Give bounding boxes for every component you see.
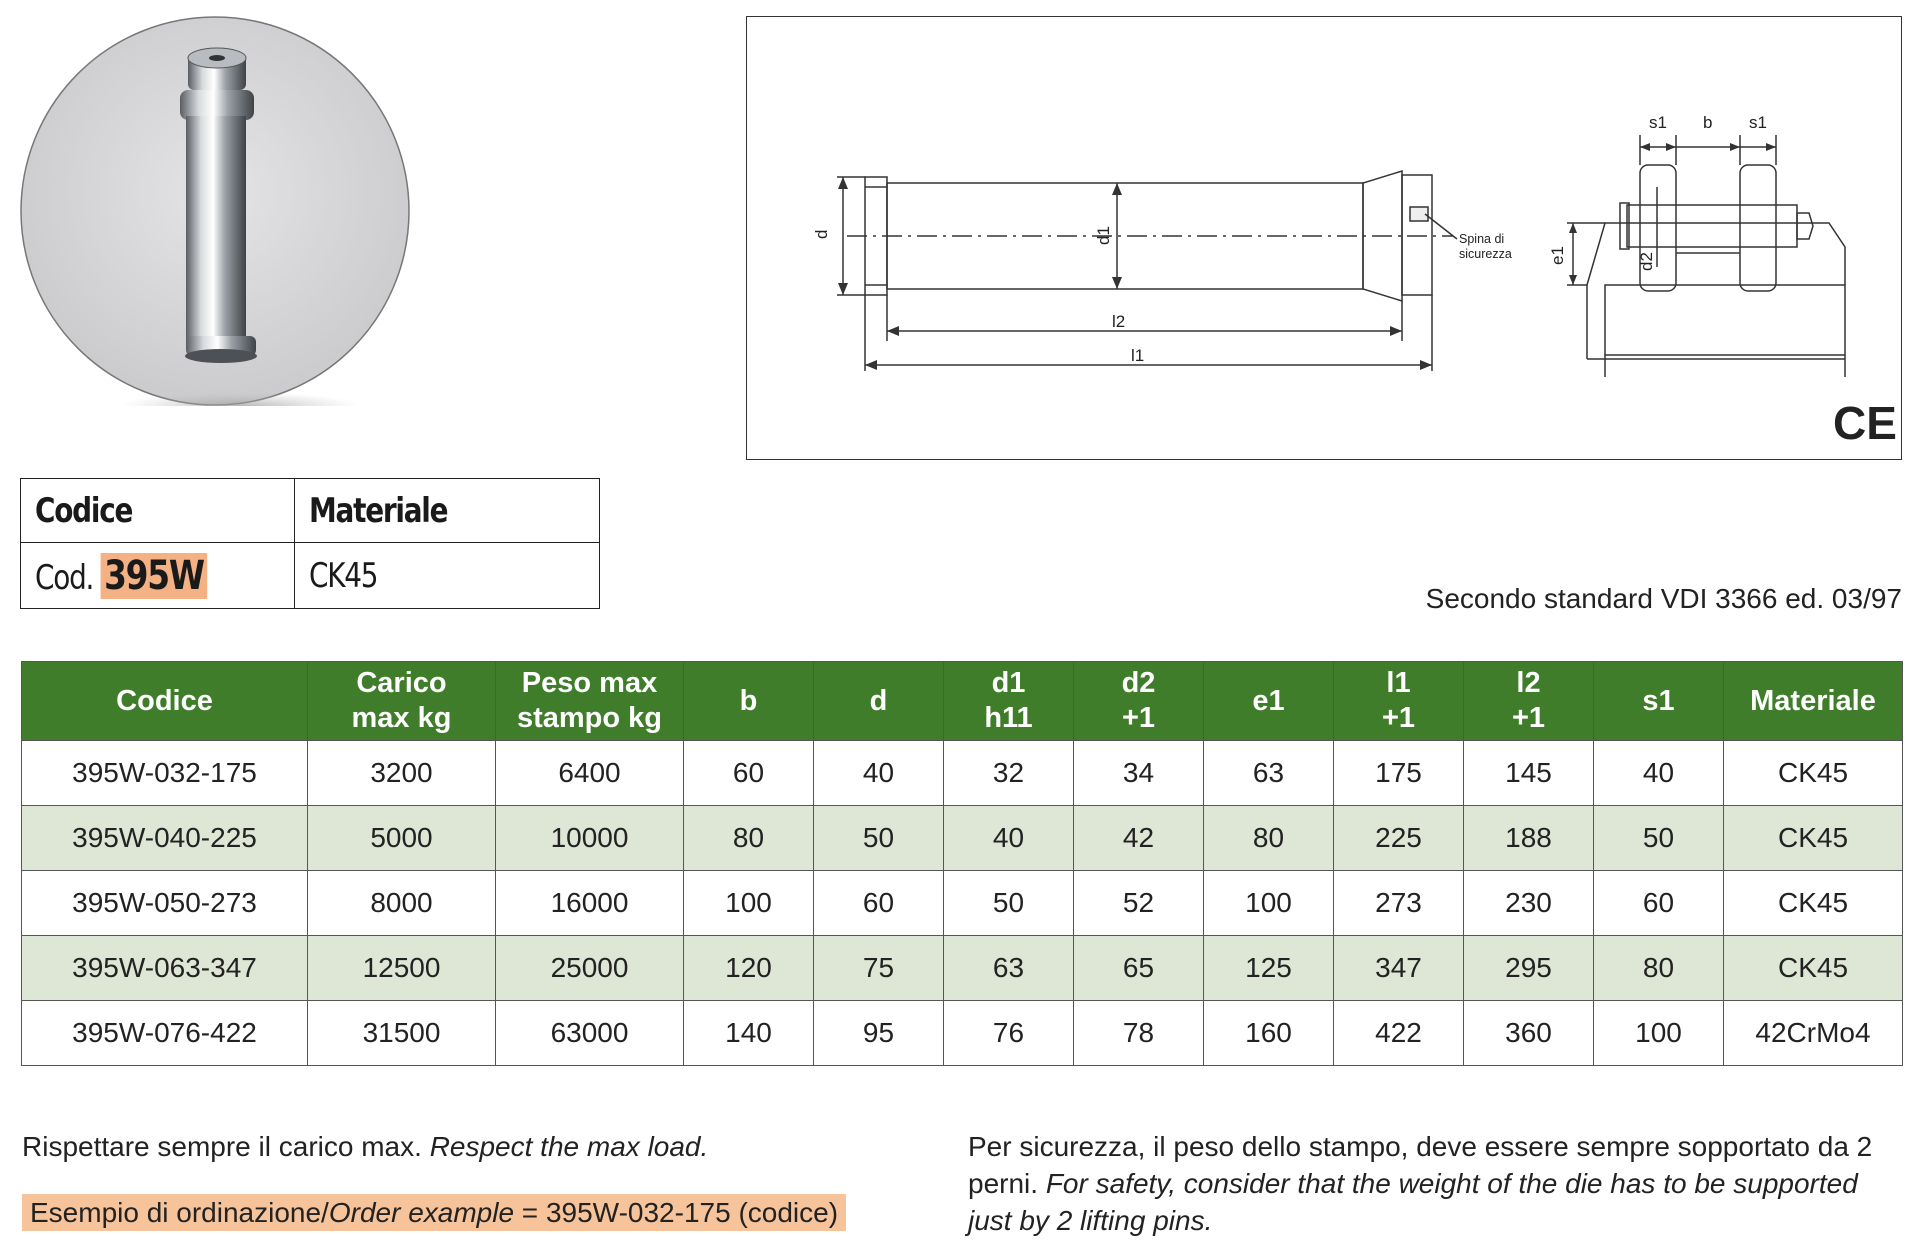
column-header: e1: [1204, 662, 1334, 741]
code-material-box: [20, 478, 600, 609]
table-cell: 78: [1074, 1001, 1204, 1066]
table-cell: 175: [1334, 741, 1464, 806]
table-cell: 3200: [308, 741, 496, 806]
table-cell: 31500: [308, 1001, 496, 1066]
table-cell: 63: [944, 936, 1074, 1001]
code-prefix: Cod.: [35, 557, 94, 598]
table-cell: 32: [944, 741, 1074, 806]
table-cell: 65: [1074, 936, 1204, 1001]
table-cell: 52: [1074, 871, 1204, 936]
table-cell: 40: [1594, 741, 1724, 806]
table-cell: 160: [1204, 1001, 1334, 1066]
table-cell: 145: [1464, 741, 1594, 806]
table-cell: 5000: [308, 806, 496, 871]
table-cell: 50: [1594, 806, 1724, 871]
table-cell: 225: [1334, 806, 1464, 871]
dim-label-l1: l1: [1131, 346, 1145, 365]
table-row: [22, 741, 1903, 806]
table-cell: CK45: [1724, 806, 1903, 871]
table-cell: 80: [1204, 806, 1334, 871]
table-cell: 295: [1464, 936, 1594, 1001]
table-cell: 8000: [308, 871, 496, 936]
material-header: Materiale: [295, 479, 599, 543]
product-photo: [20, 16, 410, 406]
table-row: [22, 806, 1903, 871]
safety-note: Per sicurezza, il peso dello stampo, deve essere sempre sopportato da 2 perni. For safety, consider that the weight of the die has to be supported just by 2 lifting pins.: [968, 1131, 1873, 1236]
table-cell: 140: [684, 1001, 814, 1066]
pin-note-line1: Spina di: [1459, 232, 1505, 246]
spec-table: [21, 661, 1903, 1066]
ce-mark: CE: [1833, 397, 1897, 449]
table-cell: 34: [1074, 741, 1204, 806]
table-cell: CK45: [1724, 936, 1903, 1001]
column-header: l2 +1: [1464, 662, 1594, 741]
table-cell: 60: [1594, 871, 1724, 936]
table-cell: CK45: [1724, 871, 1903, 936]
table-cell: 76: [944, 1001, 1074, 1066]
table-cell: 395W-040-225: [22, 806, 308, 871]
dim-label-s1-left: s1: [1649, 113, 1667, 132]
table-cell: 95: [814, 1001, 944, 1066]
table-cell: 60: [814, 871, 944, 936]
dim-label-l2: l2: [1112, 312, 1126, 331]
column-header: l1 +1: [1334, 662, 1464, 741]
table-cell: 42: [1074, 806, 1204, 871]
order-example: Esempio di ordinazione/Order example = 395W-032-175 (codice): [22, 1194, 846, 1231]
table-cell: 6400: [496, 741, 684, 806]
column-header: Materiale: [1724, 662, 1903, 741]
pin-note-line2: sicurezza: [1459, 247, 1512, 261]
column-header: d2 +1: [1074, 662, 1204, 741]
dim-label-d: d: [812, 229, 831, 239]
table-cell: 422: [1334, 1001, 1464, 1066]
table-cell: 347: [1334, 936, 1464, 1001]
table-cell: 50: [814, 806, 944, 871]
table-cell: 80: [684, 806, 814, 871]
dim-label-d2: d2: [1637, 252, 1656, 271]
column-header: b: [684, 662, 814, 741]
column-header: d1 h11: [944, 662, 1074, 741]
table-cell: 80: [1594, 936, 1724, 1001]
table-cell: 273: [1334, 871, 1464, 936]
column-header: Peso max stampo kg: [496, 662, 684, 741]
table-row: [22, 1001, 1903, 1066]
table-cell: 395W-076-422: [22, 1001, 308, 1066]
table-cell: 40: [814, 741, 944, 806]
table-cell: 395W-050-273: [22, 871, 308, 936]
table-cell: 40: [944, 806, 1074, 871]
table-cell: CK45: [1724, 741, 1903, 806]
column-header: Codice: [22, 662, 308, 741]
table-cell: 188: [1464, 806, 1594, 871]
table-cell: 63: [1204, 741, 1334, 806]
column-header: Carico max kg: [308, 662, 496, 741]
table-row: [22, 936, 1903, 1001]
table-cell: 42CrMo4: [1724, 1001, 1903, 1066]
table-cell: 395W-032-175: [22, 741, 308, 806]
table-cell: 25000: [496, 936, 684, 1001]
column-header: d: [814, 662, 944, 741]
table-cell: 100: [1204, 871, 1334, 936]
table-cell: 60: [684, 741, 814, 806]
column-header: s1: [1594, 662, 1724, 741]
table-cell: 395W-063-347: [22, 936, 308, 1001]
table-row: [22, 871, 1903, 936]
table-cell: 12500: [308, 936, 496, 1001]
table-cell: 63000: [496, 1001, 684, 1066]
dim-label-s1-right: s1: [1749, 113, 1767, 132]
table-cell: 50: [944, 871, 1074, 936]
table-cell: 120: [684, 936, 814, 1001]
max-load-note: Rispettare sempre il carico max. Respect the max load.: [22, 1131, 709, 1162]
code-cell: [21, 543, 295, 608]
technical-drawing: [746, 16, 1902, 460]
table-cell: 125: [1204, 936, 1334, 1001]
code-header: Codice: [21, 479, 295, 543]
table-cell: 75: [814, 936, 944, 1001]
code-value: 395W: [101, 553, 207, 599]
table-cell: 100: [1594, 1001, 1724, 1066]
standard-note: Secondo standard VDI 3366 ed. 03/97: [1425, 583, 1902, 614]
material-cell: CK45: [309, 555, 378, 596]
table-cell: 230: [1464, 871, 1594, 936]
dim-label-d1: d1: [1094, 226, 1113, 245]
table-cell: 360: [1464, 1001, 1594, 1066]
table-cell: 16000: [496, 871, 684, 936]
table-cell: 10000: [496, 806, 684, 871]
dim-label-b: b: [1703, 113, 1713, 132]
table-header-row: [22, 662, 1903, 741]
dim-label-e1: e1: [1548, 246, 1567, 265]
table-cell: 100: [684, 871, 814, 936]
